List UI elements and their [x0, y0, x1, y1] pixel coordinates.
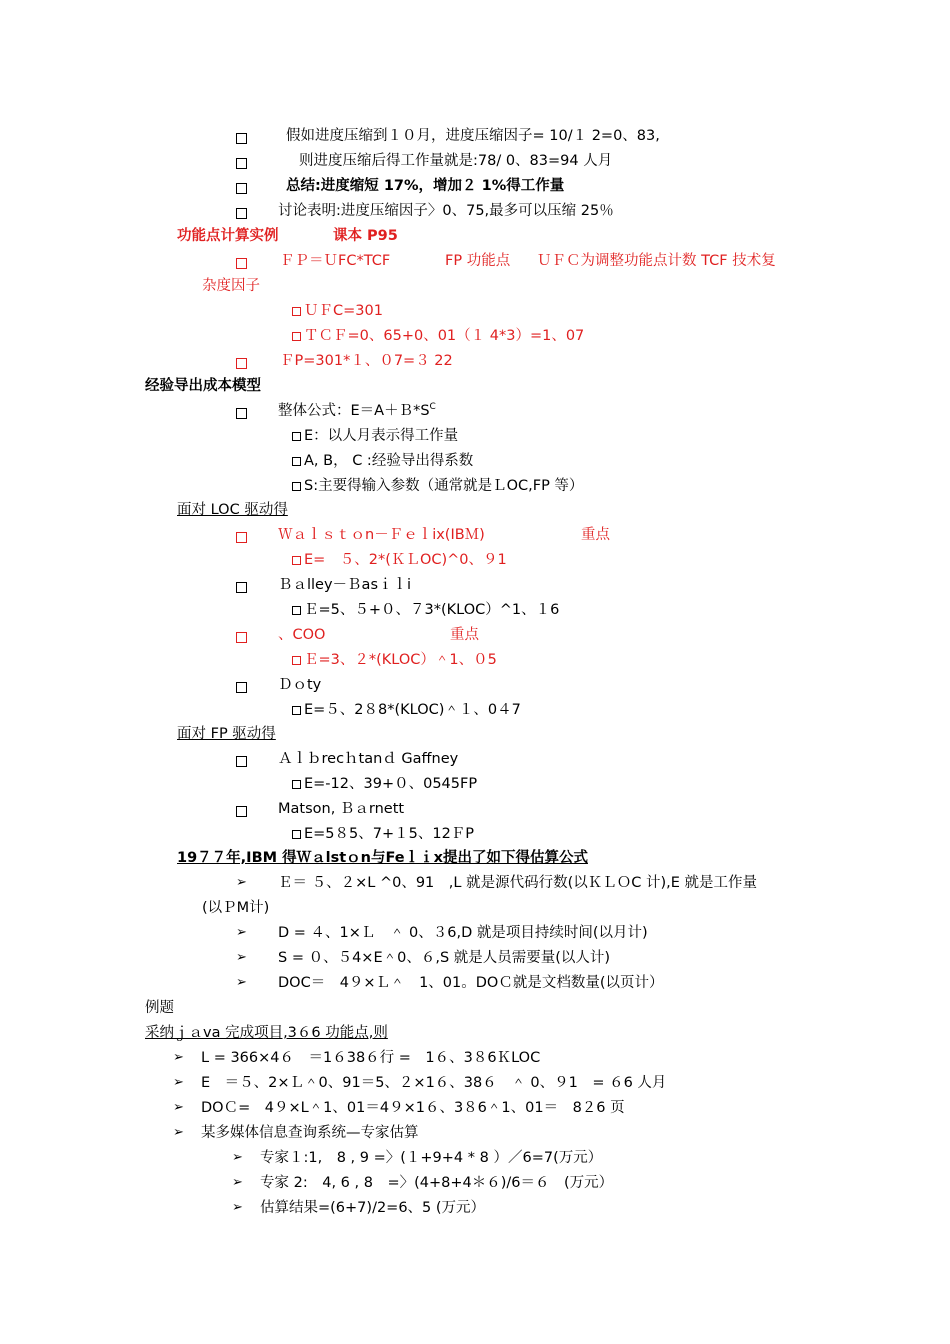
text-line: L = 366×4６ ＝1６38６行 = 1６、3８6ＫLOC [201, 1050, 541, 1066]
checkbox-bullet-icon [236, 131, 247, 147]
checkbox-bullet-icon [236, 680, 247, 696]
sub-item: E=-12、39+０、0545FP [292, 774, 477, 794]
checkbox-bullet-icon [236, 256, 247, 272]
arrow-bullet-icon: ➢ [236, 925, 247, 940]
checkbox-bullet-icon [292, 556, 301, 565]
text-line: D = ４、1×Ｌ ＾ 0、３6,D 就是项目持续时间(以月计) [278, 925, 648, 941]
section-heading: 例题 [145, 1000, 174, 1016]
text-line: 专家１:1, 8 , 9 =〉(１+9+4 * 8 ）／6=7(万元） [260, 1150, 603, 1166]
checkbox-bullet-icon [236, 580, 247, 596]
text-line: 杂度因子 [202, 278, 260, 294]
checkbox-bullet-icon [292, 332, 301, 341]
checkbox-bullet-icon [236, 156, 247, 172]
sub-item: E=５、2８8*(KLOC)＾１、0４7 [292, 700, 521, 720]
sub-item: E= ５、2*(ＫＬOC)^0、９1 [292, 550, 507, 570]
checkbox-bullet-icon [292, 830, 301, 839]
text-line: ＵＦＣ为调整功能点计数 TCF 技术复 [537, 253, 776, 269]
checkbox-bullet-icon [292, 606, 301, 615]
sub-item: ＴＣＦ=0、65+0、01（１ 4*3）=1、07 [292, 326, 584, 346]
checkbox-bullet-icon [236, 630, 247, 646]
text-line: 、COO [278, 627, 326, 643]
text-line: 整体公式：$E=A+B*S^C$ [278, 402, 436, 419]
checkbox-bullet-icon [292, 706, 301, 715]
text-line: 讨论表明:进度压缩因子〉0、75,最多可以压缩 25％ [278, 203, 614, 219]
sub-item: S:主要得输入参数（通常就是ＬOC,FP 等） [292, 476, 583, 496]
text-line: 则进度压缩后得工作量就是:78/ 0、83=94 人月 [299, 153, 613, 169]
text-line: ＦＰ＝ＵFC*TCF [280, 253, 391, 269]
arrow-bullet-icon: ➢ [232, 1150, 243, 1165]
text-line: 总结:进度缩短 17%，增加２ 1%得工作量 [286, 178, 565, 194]
arrow-bullet-icon: ➢ [173, 1050, 184, 1065]
subsection-heading: 面对 LOC 驱动得 [177, 502, 288, 518]
checkbox-bullet-icon [236, 356, 247, 372]
sub-item: A, B， C :经验导出得系数 [292, 451, 473, 471]
checkbox-bullet-icon [236, 181, 247, 197]
checkbox-bullet-icon [292, 432, 301, 441]
text-line: Matson, Ｂａrnett [278, 801, 405, 817]
section-heading: 19７７年,IBM 得Ｗａlstｏn与Feｌｉx提出了如下得估算公式 [177, 850, 588, 866]
arrow-bullet-icon: ➢ [236, 975, 247, 990]
arrow-bullet-icon: ➢ [232, 1175, 243, 1190]
arrow-bullet-icon: ➢ [173, 1075, 184, 1090]
section-heading: 经验导出成本模型 [145, 378, 261, 394]
text-line: 专家 2: 4, 6 , 8 =〉(4+8+4＊６)/6＝６ (万元） [260, 1175, 614, 1191]
sub-item: Ｅ=3、２*(KLOC）＾1、０5 [292, 650, 497, 670]
arrow-bullet-icon: ➢ [173, 1100, 184, 1115]
sub-item: E=5８5、7+１5、12ＦP [292, 824, 474, 844]
arrow-bullet-icon: ➢ [232, 1200, 243, 1215]
text-line: ＦP=301*１、０7=３ 22 [280, 353, 453, 369]
subsection-heading: 采纳ｊａva 完成项目,3６6 功能点,则 [145, 1025, 388, 1041]
section-heading: 功能点计算实例 [177, 228, 279, 244]
arrow-bullet-icon: ➢ [173, 1125, 184, 1140]
text-line: S = ０、５4×E＾0、６,S 就是人员需要量(以人计) [278, 950, 611, 966]
arrow-bullet-icon: ➢ [236, 950, 247, 965]
checkbox-bullet-icon [292, 780, 301, 789]
section-heading-note: 课本 P95 [333, 228, 398, 244]
checkbox-bullet-icon [236, 530, 247, 546]
sub-item: E：以人月表示得工作量 [292, 426, 458, 446]
text-line: 某多媒体信息查询系统—专家估算 [201, 1125, 419, 1141]
text-line: DOC＝ 4９×Ｌ＾ 1、01。DOＣ就是文档数量(以页计） [278, 975, 664, 991]
checkbox-bullet-icon [236, 406, 247, 422]
text-line: Ａｌｂrecｈtanｄ Gaffney [278, 751, 459, 767]
checkbox-bullet-icon [292, 656, 301, 665]
text-line: Ｂａlley－Ｂasｉｌi [278, 577, 412, 593]
text-line: FP 功能点 [445, 253, 511, 269]
subsection-heading: 面对 FP 驱动得 [177, 726, 276, 742]
checkbox-bullet-icon [292, 307, 301, 316]
emphasis-note: 重点 [450, 627, 479, 643]
checkbox-bullet-icon [292, 482, 301, 491]
checkbox-bullet-icon [236, 206, 247, 222]
sub-item: Ｅ=5、５+０、７3*(KLOC）^1、１6 [292, 600, 559, 620]
text-line: DOＣ= 4９×L＾1、01＝4９×1６、3８6＾1、01＝ 8２6 页 [201, 1100, 625, 1116]
arrow-bullet-icon: ➢ [236, 875, 247, 890]
text-line: (以ＰM计) [202, 900, 270, 916]
text-line: 假如进度压缩到１０月，进度压缩因子= 10/１ 2=0、83, [286, 128, 660, 144]
text-line: Ｅ＝ ５、２×L ^0、91 ,L 就是源代码行数(以ＫＬＯC 计),E 就是工作量 [278, 875, 757, 891]
checkbox-bullet-icon [292, 457, 301, 466]
text-line: E ＝５、2×Ｌ＾0、91＝5、２×1６、38６ ＾ 0、９1 = ６6 人月 [201, 1075, 667, 1091]
text-line: Ｗａｌｓｔｏn－Ｆｅｌix(IBＭ) [278, 527, 485, 543]
text-line: 估算结果=(6+7)/2=6、5 (万元） [260, 1200, 486, 1216]
checkbox-bullet-icon [236, 804, 247, 820]
text-line: Ｄｏty [278, 677, 322, 693]
emphasis-note: 重点 [581, 527, 610, 543]
checkbox-bullet-icon [236, 754, 247, 770]
sub-item: ＵＦC=301 [292, 301, 383, 321]
